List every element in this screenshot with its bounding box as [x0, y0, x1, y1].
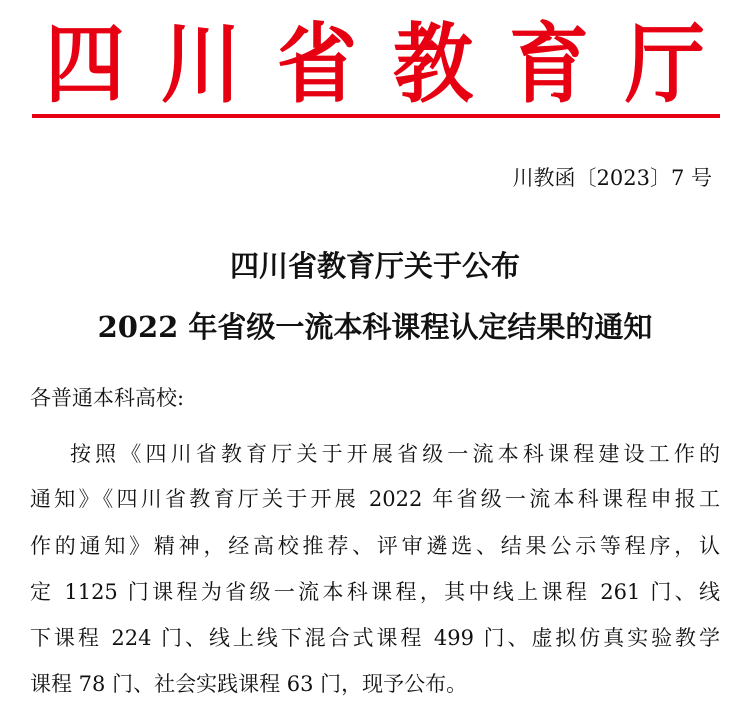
letterhead: [0, 6, 750, 114]
red-divider-line: [32, 114, 720, 118]
salutation: 各普通本科高校:: [30, 386, 185, 410]
body-line-1: 按照《四川省教育厅关于开展省级一流本科课程建设工作的: [70, 442, 720, 466]
body-line-3: 作的通知》精神，经高校推荐、评审遴选、结果公示等程序，认: [30, 534, 720, 558]
body-line-5: 下课程 224 门、线上线下混合式课程 499 门、虚拟仿真实验教学: [30, 626, 720, 650]
body-line-2: 通知》《四川省教育厅关于开展 2022 年省级一流本科课程申报工: [30, 487, 720, 511]
body-line-4: 定 1125 门课程为省级一流本科课程，其中线上课程 261 门、线: [30, 580, 720, 604]
document-number: 川教函〔2023〕7 号: [512, 166, 712, 190]
body-line-6: 课程 78 门、社会实践课程 63 门，现予公布。: [30, 672, 468, 696]
letterhead-title: 四川省教育厅: [45, 12, 741, 114]
notice-title-line-1: 四川省教育厅关于公布: [229, 249, 520, 283]
notice-title-line-2: 2022 年省级一流本科课程认定结果的通知: [97, 310, 653, 344]
